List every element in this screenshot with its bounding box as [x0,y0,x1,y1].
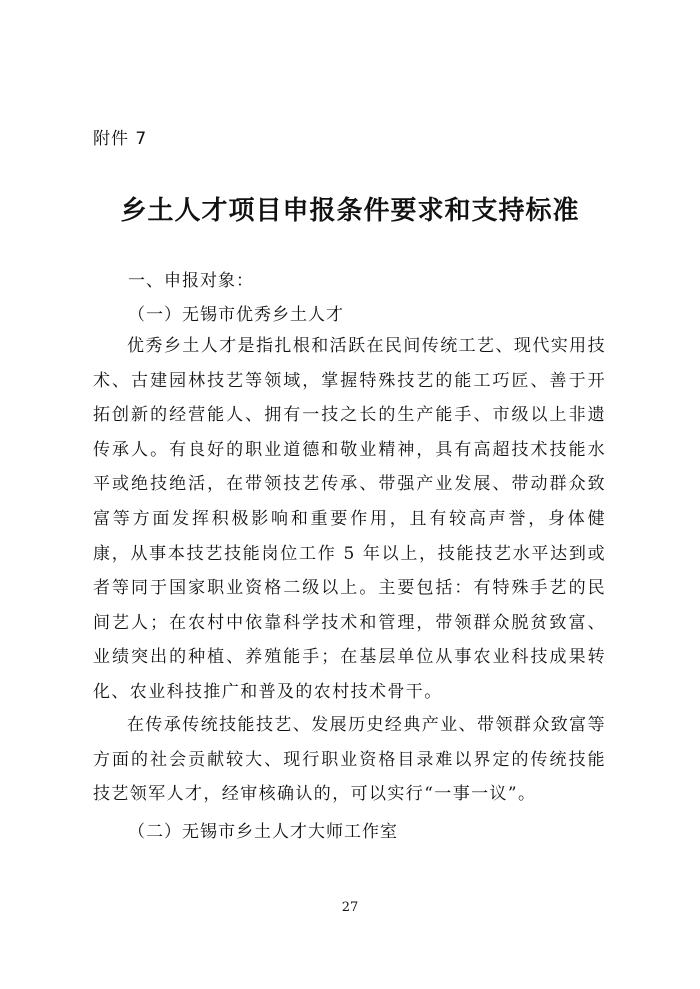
paragraph-special-case: 在传承传统技能技艺、发展历史经典产业、带领群众致富等方面的社会贡献较大、现行职业资格目录难以界定的传统技能技艺领军人才，经审核确认的，可以实行“一事一议”。 [93,715,606,805]
page-number: 27 [341,900,359,915]
subsection-heading-excellent-talent: （一）无锡市优秀乡土人才 [128,305,344,325]
attachment-label: 附件 7 [93,129,148,149]
section-heading-applicants: 一、申报对象： [128,271,254,291]
subsection-heading-master-studio: （二）无锡市乡土人才大师工作室 [128,822,398,842]
document-title: 乡土人才项目申报条件要求和支持标准 [120,196,580,226]
paragraph-definition: 优秀乡土人才是指扎根和活跃在民间传统工艺、现代实用技术、古建园林技艺等领域，掌握特殊技艺的能工巧匠、善于开拓创新的经营能人、拥有一技之长的生产能手、市级以上非遗传承人。有良好的职业道德和敬业精神，具有高超技术技能水平或绝技绝活，在带领技艺传承、带强产业发展、带动群众致富等方面发挥积极影响和重要作用，且有较高声誉，身体健康，从事本技艺技能岗位工作 5 年以上，技能技艺水平达到或者等同于国家职业资格二级以上。主要包括：有特殊手艺的民间艺人；在农村中依靠科学技术和管理，带领群众脱贫致富、业绩突出的种植、养殖能手；在基层单位从事农业科技成果转化、农业科技推广和普及的农村技术骨干。 [93,336,606,702]
